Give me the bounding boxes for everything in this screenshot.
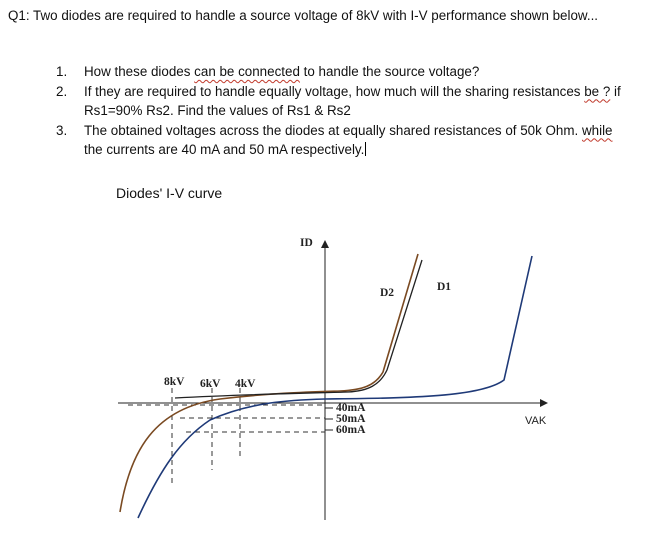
item-text-after: if Rs1=90% Rs2. Find the values of Rs1 & Rs2 — [84, 83, 621, 118]
voltage-label-8kv: 8kV — [164, 376, 185, 388]
curve-label-d1: D1 — [437, 281, 452, 293]
curve-d1 — [138, 256, 532, 518]
question-item-2 — [56, 82, 626, 121]
voltage-label-4kv: 4kV — [235, 378, 256, 390]
voltage-label-6kv: 6kV — [200, 378, 221, 390]
iv-curve-figure — [100, 220, 620, 525]
current-label-50ma: 50mA — [336, 413, 366, 425]
x-axis-label: VAK — [525, 415, 547, 427]
item-number: 3. — [56, 122, 68, 138]
curve-label-d2: D2 — [380, 287, 395, 299]
item-text-after: to handle the source voltage? — [299, 64, 480, 79]
question-intro: Q1: Two diodes are required to handle a source voltage of 8kV with I-V performance shown below... — [8, 8, 599, 23]
question-item-3 — [56, 121, 626, 160]
item-number: 2. — [56, 83, 68, 99]
y-axis-label: ID — [300, 237, 313, 249]
item-text-after: the currents are 40 mA and 50 mA respectively. — [84, 142, 365, 157]
item-text-before: The obtained voltages across the diodes at equally shared resistances of 50k Ohm. — [84, 122, 582, 138]
spellcheck-word: can be connected — [194, 64, 300, 79]
current-label-40ma: 40mA — [336, 402, 366, 414]
item-text-before: How these diodes — [84, 64, 195, 79]
spellcheck-word: while — [581, 122, 613, 138]
text-cursor — [365, 142, 366, 156]
item-text-before: If they are required to handle equally voltage, how much will the sharing resistances — [84, 83, 585, 99]
item-number: 1. — [56, 64, 68, 79]
current-ticks — [325, 408, 333, 430]
question-item-1 — [56, 62, 626, 82]
question-list — [56, 62, 626, 160]
curve-caption: Diodes' I-V curve — [116, 185, 223, 201]
spellcheck-word: be ? — [584, 83, 611, 99]
current-label-60ma: 60mA — [336, 424, 366, 436]
